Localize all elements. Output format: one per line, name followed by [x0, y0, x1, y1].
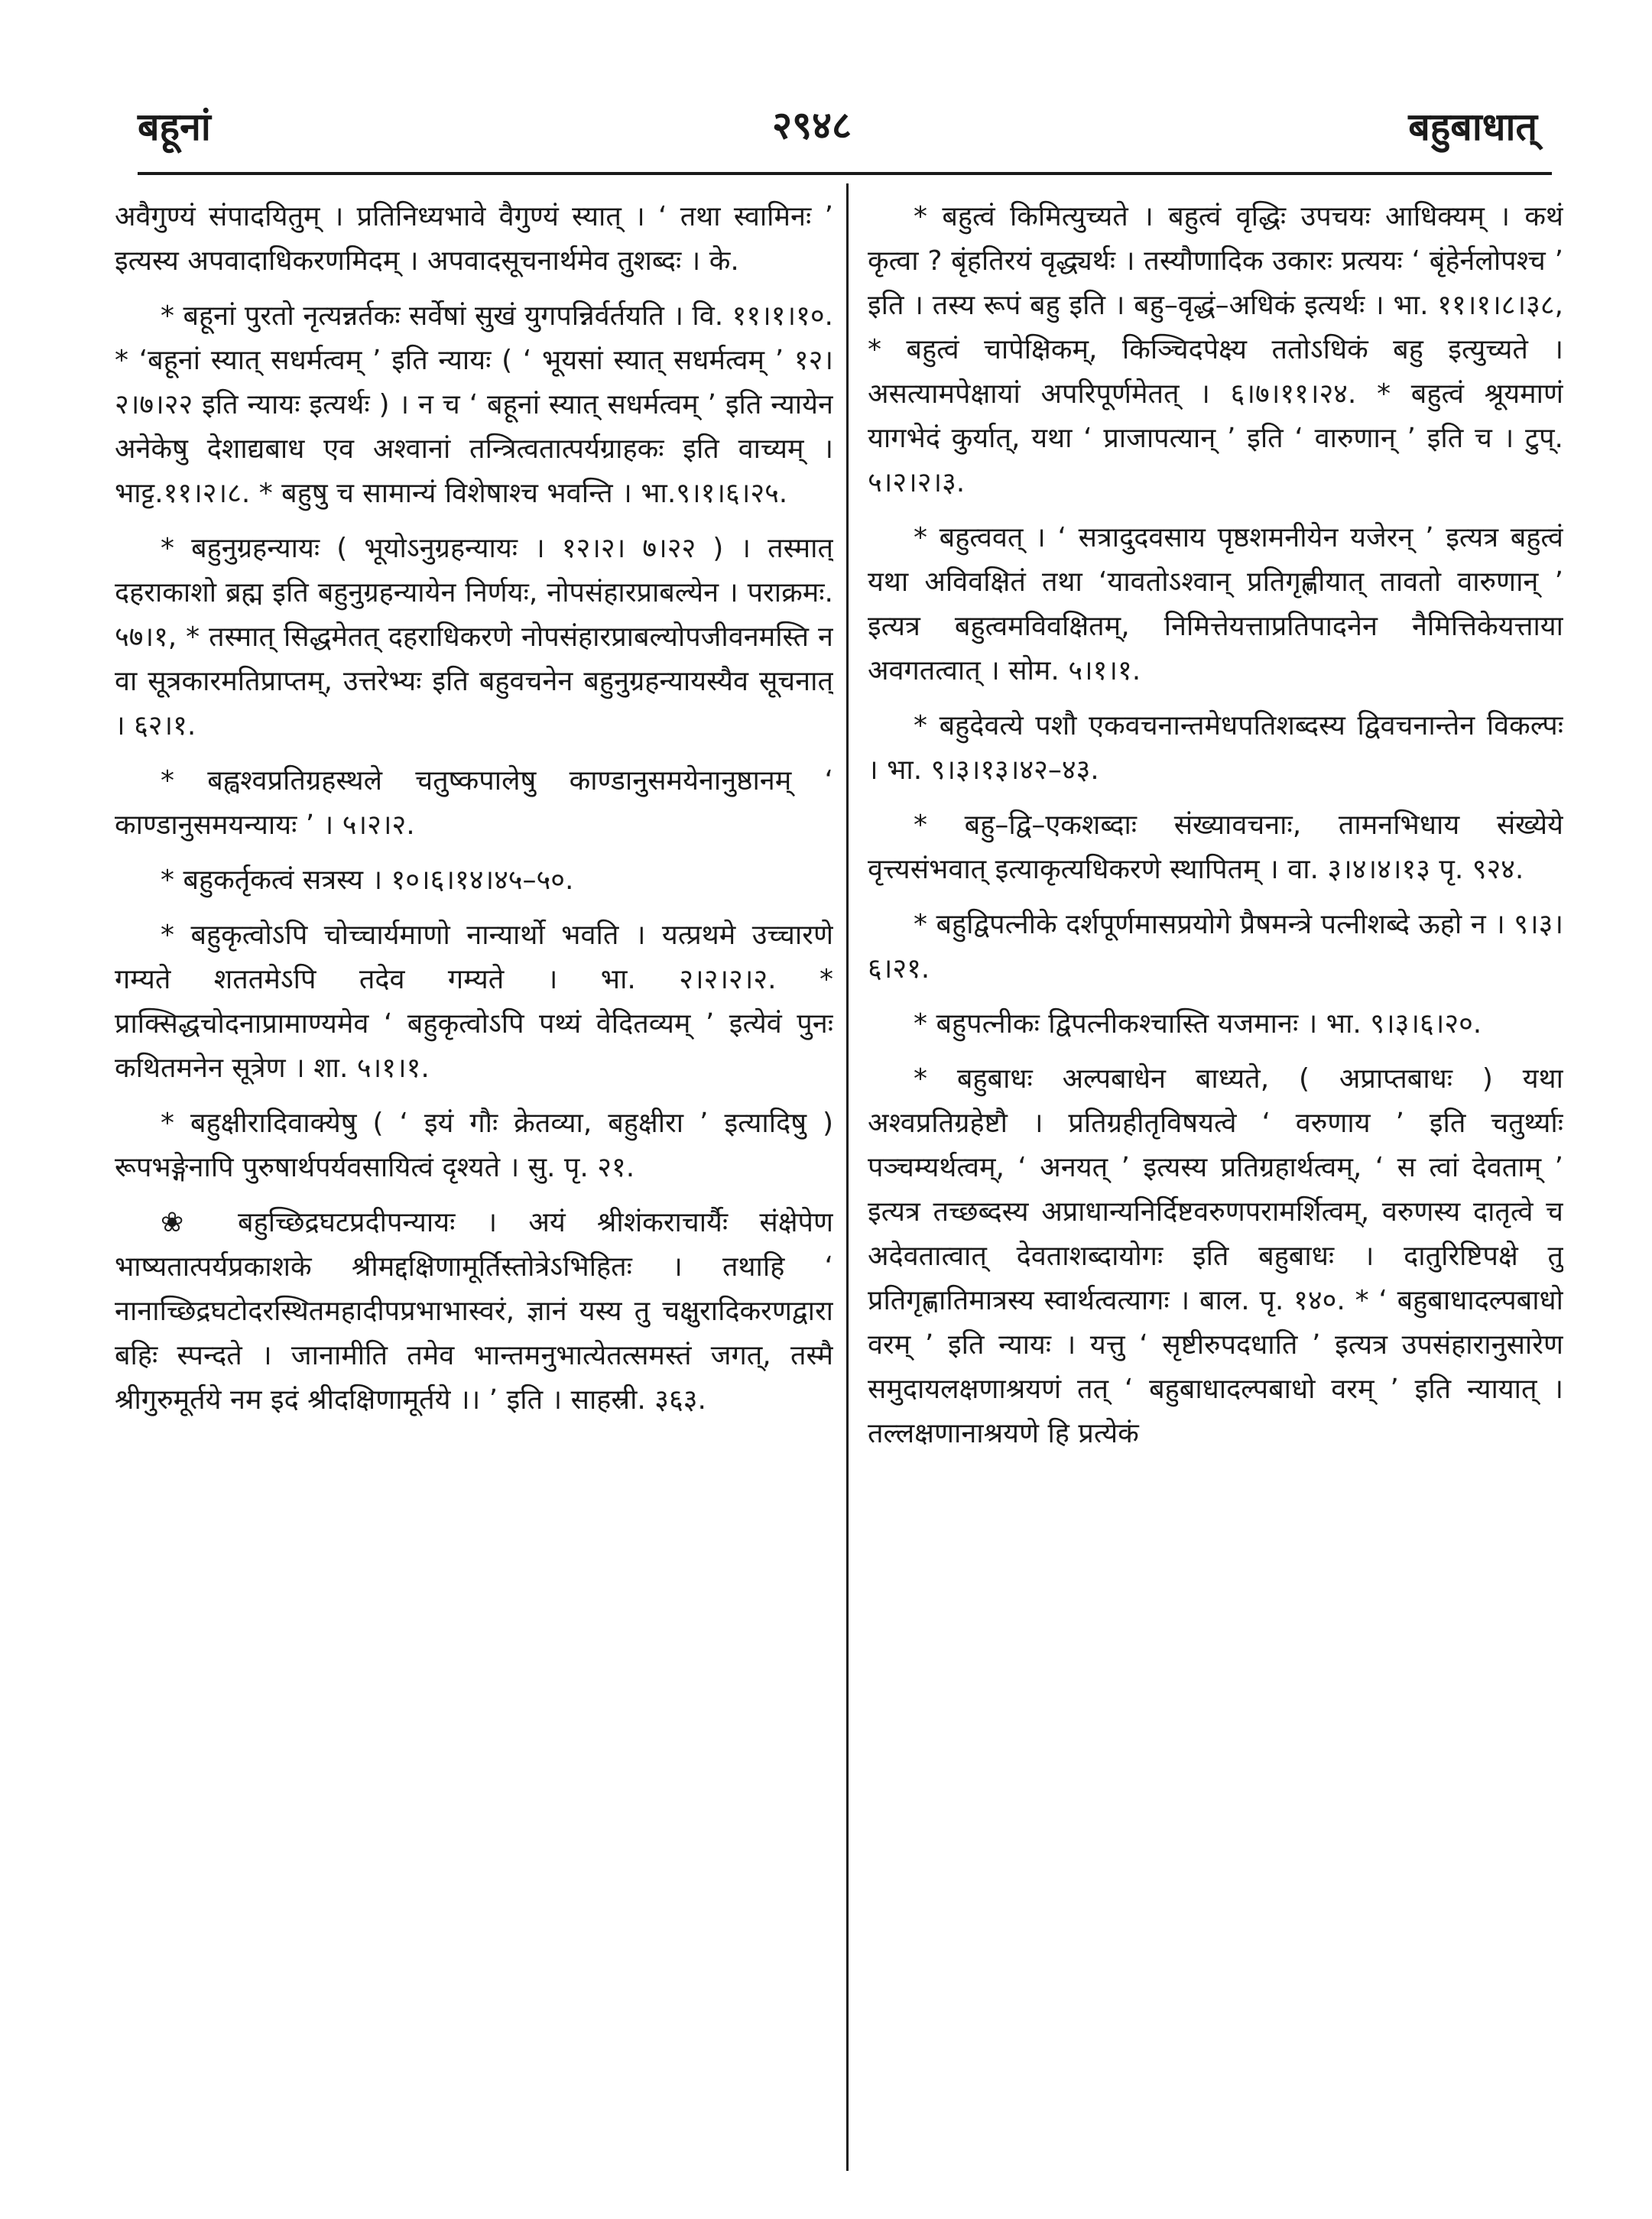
- page-header: [0, 0, 1652, 176]
- entry-paragraph: ❀ बहुच्छिद्रघटप्रदीपन्यायः । अयं श्रीशंकराचार्यैः संक्षेपेण भाष्यतात्पर्यप्रकाशके श्रीमद्दक्षिणामूर्तिस्तोत्रेऽभिहितः । तथाहि ‘ नानाच्छिद्रघटोदरस्थितमहादीपप्रभाभास्वरं, ज्ञानं यस्य तु चक्षुरादिकरणद्वारा बहिः स्पन्दते । जानामीति तमेव भान्तमनुभात्येतत्समस्तं जगत्, तस्मै श्रीगुरुमूर्तये नम इदं श्रीदक्षिणामूर्तये ।। ’ इति । साहस्री. ३६३.: [115, 1207, 833, 1416]
- running-head-right: बहुबाधात्: [1408, 105, 1537, 149]
- entry-paragraph: * बहुक्षीरादिवाक्येषु ( ‘ इयं गौः क्रेतव्या, बहुक्षीरा ’ इत्यादिषु ) रूपभङ्गेनापि पुरुषार्थपर्यवसायित्वं दृश्यते । सु. पृ. २१.: [115, 1108, 833, 1183]
- entry-paragraph: * बहुपत्नीकः द्विपत्नीकश्चास्ति यजमानः । भा. ९।३।६।२०.: [914, 1008, 1482, 1040]
- entry-paragraph: * बहुकर्तृकत्वं सत्रस्य । १०।६।१४।४५–५०.: [161, 865, 574, 896]
- entry-paragraph: * बहूनां पुरतो नृत्यन्नर्तकः सर्वेषां सुखं युगपन्निर्वर्तयति । वि. ११।१।१०. * ‘बहूनां स्यात् सधर्मत्वम् ’ इति न्यायः ( ‘ भूयसां स्यात् सधर्मत्वम् ’ १२।२।७।२२ इति न्यायः इत्यर्थः ) । न च ‘ बहूनां स्यात् सधर्मत्वम् ’ इति न्यायेन अनेकेषु देशाद्यबाध एव अश्वानां तन्त्रित्वतात्पर्यग्राहकः इति वाच्यम् । भाट्ट.११।२।८. * बहुषु च सामान्यं विशेषाश्च भवन्ति । भा.९।१।६।२५.: [115, 300, 833, 509]
- entry-paragraph: * बहुद्विपत्नीके दर्शपूर्णमासप्रयोगे प्रैषमन्त्रे पत्नीशब्दे ऊहो न । ९।३।६।२१.: [868, 909, 1563, 985]
- entry-paragraph: * बहुबाधः अल्पबाधेन बाध्यते, ( अप्राप्तबाधः ) यथा अश्वप्रतिग्रहेष्टौ । प्रतिग्रहीतृविषयत्वे ‘ वरुणाय ’ इति चतुर्थ्याः पञ्चम्यर्थत्वम्, ‘ अनयत् ’ इत्यस्य प्रतिग्रहार्थत्वम्, ‘ स त्वां देवताम् ’ इत्यत्र तच्छब्दस्य अप्राधान्यनिर्दिष्टवरुणपरामर्शित्वम्, वरुणस्य दातृत्वे च अदेवतात्वात् देवताशब्दायोगः इति बहुबाधः । दातुरिष्टिपक्षे तु प्रतिगृह्णातिमात्रस्य स्वार्थत्वत्यागः । बाल. पृ. १४०. * ‘ बहुबाधादल्पबाधो वरम् ’ इति न्यायः । यत्तु ‘ सृष्टीरुपदधाति ’ इत्यत्र उपसंहारानुसारेण समुदायलक्षणाश्रयणं तत् ‘ बहुबाधादल्पबाधो वरम् ’ इति न्यायात् । तल्लक्षणानाश्रयणे हि प्रत्येकं: [868, 1063, 1563, 1449]
- entry-paragraph: * बहुदेवत्ये पशौ एकवचनान्तमेधपतिशब्दस्य द्विवचनान्तेन विकल्पः । भा. ९।३।१३।४२–४३.: [868, 710, 1563, 786]
- entry-paragraph: * बहुत्वं किमित्युच्यते । बहुत्वं वृद्धिः उपचयः आधिक्यम् । कथं कृत्वा ? बृंहतिरयं वृद्ध्यर्थः । तस्यौणादिक उकारः प्रत्ययः ‘ बृंहेर्नलोपश्च ’ इति । तस्य रूपं बहु इति । बहु–वृद्धं–अधिकं इत्यर्थः । भा. ११।१।८।३८, * बहुत्वं चापेक्षिकम्, किञ्चिदपेक्ष्य ततोऽधिकं बहु इत्युच्यते । असत्यामपेक्षायां अपरिपूर्णमेतत् । ६।७।११।२४. * बहुत्वं श्रूयमाणं यागभेदं कुर्यात्, यथा ‘ प्राजापत्यान् ’ इति ‘ वारुणान् ’ इति च । टुप्. ५।२।२।३.: [868, 201, 1563, 498]
- entry-paragraph: * बहुनुग्रहन्यायः ( भूयोऽनुग्रहन्यायः । १२।२। ७।२२ ) । तस्मात् दहराकाशो ब्रह्म इति बहुनुग्रहन्यायेन निर्णयः, नोपसंहारप्राबल्येन । पराक्रमः. ५७।१, * तस्मात् सिद्धमेतत् दहराधिकरणे नोपसंहारप्राबल्योपजीवनमस्ति न वा सूत्रकारमतिप्राप्तम्, उत्तरेभ्यः इति बहुवचनेन बहुनुग्रहन्यायस्यैव सूचनात् । ६२।१.: [115, 533, 833, 741]
- entry-paragraph: * बहु–द्वि–एकशब्दाः संख्यावचनाः, तामनभिधाय संख्येये वृत्त्यसंभवात् इत्याकृत्यधिकरणे स्थापितम् । वा. ३।४।४।१३ पृ. ९२४.: [868, 809, 1563, 885]
- entry-paragraph: * बह्वश्वप्रतिग्रहस्थले चतुष्कपालेषु काण्डानुसमयेनानुष्ठानम् ‘ काण्डानुसमयन्यायः ’ । ५।२।२.: [115, 765, 833, 841]
- entry-paragraph: अवैगुण्यं संपादयितुम् । प्रतिनिध्यभावे वैगुण्यं स्यात् । ‘ तथा स्वामिनः ’ इत्यस्य अपवादाधिकरणमिदम् । अपवादसूचनार्थमेव तुशब्दः । के.: [115, 201, 833, 277]
- running-head-left: बहूनां: [138, 105, 211, 149]
- column-divider: [846, 183, 849, 2171]
- entry-paragraph: * बहुकृत्वोऽपि चोच्चार्यमाणो नान्यार्थो भवति । यत्प्रथमे उच्चारणे गम्यते शततमेऽपि तदेव गम्यते । भा. २।२।२।२. * प्राक्सिद्धचोदनाप्रामाण्यमेव ‘ बहुकृत्वोऽपि पथ्यं वेदितव्यम् ’ इत्येवं पुनः कथितमनेन सूत्रेण । शा. ५।१।१.: [115, 920, 833, 1084]
- entry-paragraph: * बहुत्ववत् । ‘ सत्रादुदवसाय पृष्ठशमनीयेन यजेरन् ’ इत्यत्र बहुत्वं यथा अविवक्षितं तथा ‘यावतोऽश्वान् प्रतिगृह्णीयात् तावतो वारुणान् ’ इत्यत्र बहुत्वमविवक्षितम्, निमित्तेयत्ताप्रतिपादनेन नैमित्तिकेयत्ताया अवगतत्वात् । सोम. ५।१।१.: [868, 522, 1563, 686]
- right-column: [868, 195, 1563, 2190]
- page-number: २९४८: [772, 103, 852, 148]
- left-column: [115, 195, 833, 2190]
- header-rule: [138, 172, 1552, 175]
